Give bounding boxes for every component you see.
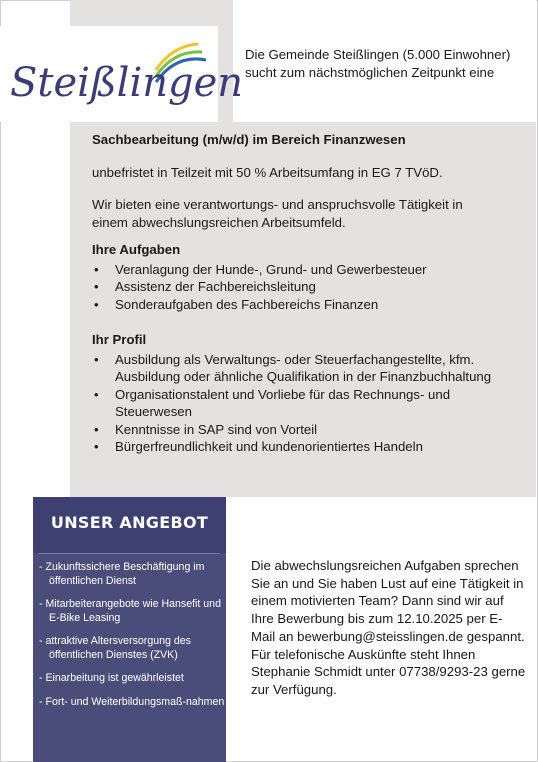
contract-terms: unbefristet in Teilzeit mit 50 % Arbeitsumfang in EG 7 TVöD.	[92, 164, 443, 180]
list-item: - attraktive Altersversorgung des öffentlichen Dienstes (ZVK)	[39, 635, 191, 661]
job-title: Sachbearbeitung (m/w/d) im Bereich Finanzwesen	[92, 132, 406, 147]
municipality-logo	[0, 26, 244, 122]
list-item: • Ausbildung als Verwaltungs- oder Steuerfachangestellte, kfm. Ausbildung oder ähnliche Qualifikation in der Finanzbuchhaltung	[94, 351, 492, 384]
list-item: • Organisationstalent und Vorliebe für das Rechnungs- und Steuerwesen	[94, 386, 451, 419]
bullet-icon: •	[94, 261, 99, 277]
intro-text: Die Gemeinde Steißlingen (5.000 Einwohner) sucht zum nächstmöglichen Zeitpunkt eine	[245, 47, 511, 80]
application-contact-text: Die abwechslungsreichen Aufgaben sprechen Sie an und Sie haben Lust auf eine Tätigkeit in einem motivierten Team? Dann sind wir auf Ihre Bewerbung bis zum 12.10.2025 per E-Mail an bewerbung@steisslingen.de gespannt. Für telefonische Auskünfte steht Ihnen Stephanie Schmidt unter 07738/9293-23 gerne zur Verfügung.	[251, 558, 526, 697]
bullet-icon: •	[94, 421, 99, 437]
steisslingen-logo-graphic	[6, 34, 244, 114]
offer-heading: UNSER ANGEBOT	[50, 513, 209, 532]
list-item: • Veranlagung der Hunde-, Grund- und Gewerbesteuer	[94, 261, 427, 277]
profile-heading: Ihr Profil	[92, 332, 147, 347]
offer-box	[33, 497, 226, 762]
offer-list	[39, 561, 225, 719]
bullet-icon: •	[94, 279, 99, 294]
bullet-icon: •	[94, 386, 99, 402]
tasks-list	[92, 261, 492, 314]
list-item: - Zukunftssichere Beschäftigung im öffentlichen Dienst	[39, 561, 205, 587]
list-item: • Kenntnisse in SAP sind von Vorteil	[94, 421, 318, 437]
tasks-heading: Ihre Aufgaben	[92, 242, 181, 257]
bullet-icon: •	[94, 296, 99, 312]
bullet-icon: •	[94, 439, 99, 454]
list-item: - Fort- und Weiterbildungsmaß-nahmen	[39, 695, 225, 708]
list-item: - Einarbeitung ist gewährleistet	[39, 672, 184, 684]
divider	[39, 553, 220, 554]
logo-wordmark: Steißlingen	[10, 60, 244, 106]
profile-list	[92, 351, 492, 456]
offer-statement: Wir bieten eine verantwortungs- und anspruchsvolle Tätigkeit in einem abwechslungsreichen Arbeitsumfeld.	[92, 197, 463, 230]
list-item: • Sonderaufgaben des Fachbereichs Finanzen	[94, 296, 379, 312]
bullet-icon: •	[94, 351, 99, 367]
list-item: - Mitarbeiterangebote wie Hansefit und E-Bike Leasing	[39, 598, 221, 624]
list-item: • Assistenz der Fachbereichsleitung	[94, 279, 316, 294]
list-item: • Bürgerfreundlichkeit und kundenorientiertes Handeln	[94, 439, 423, 454]
job-description	[92, 131, 492, 474]
